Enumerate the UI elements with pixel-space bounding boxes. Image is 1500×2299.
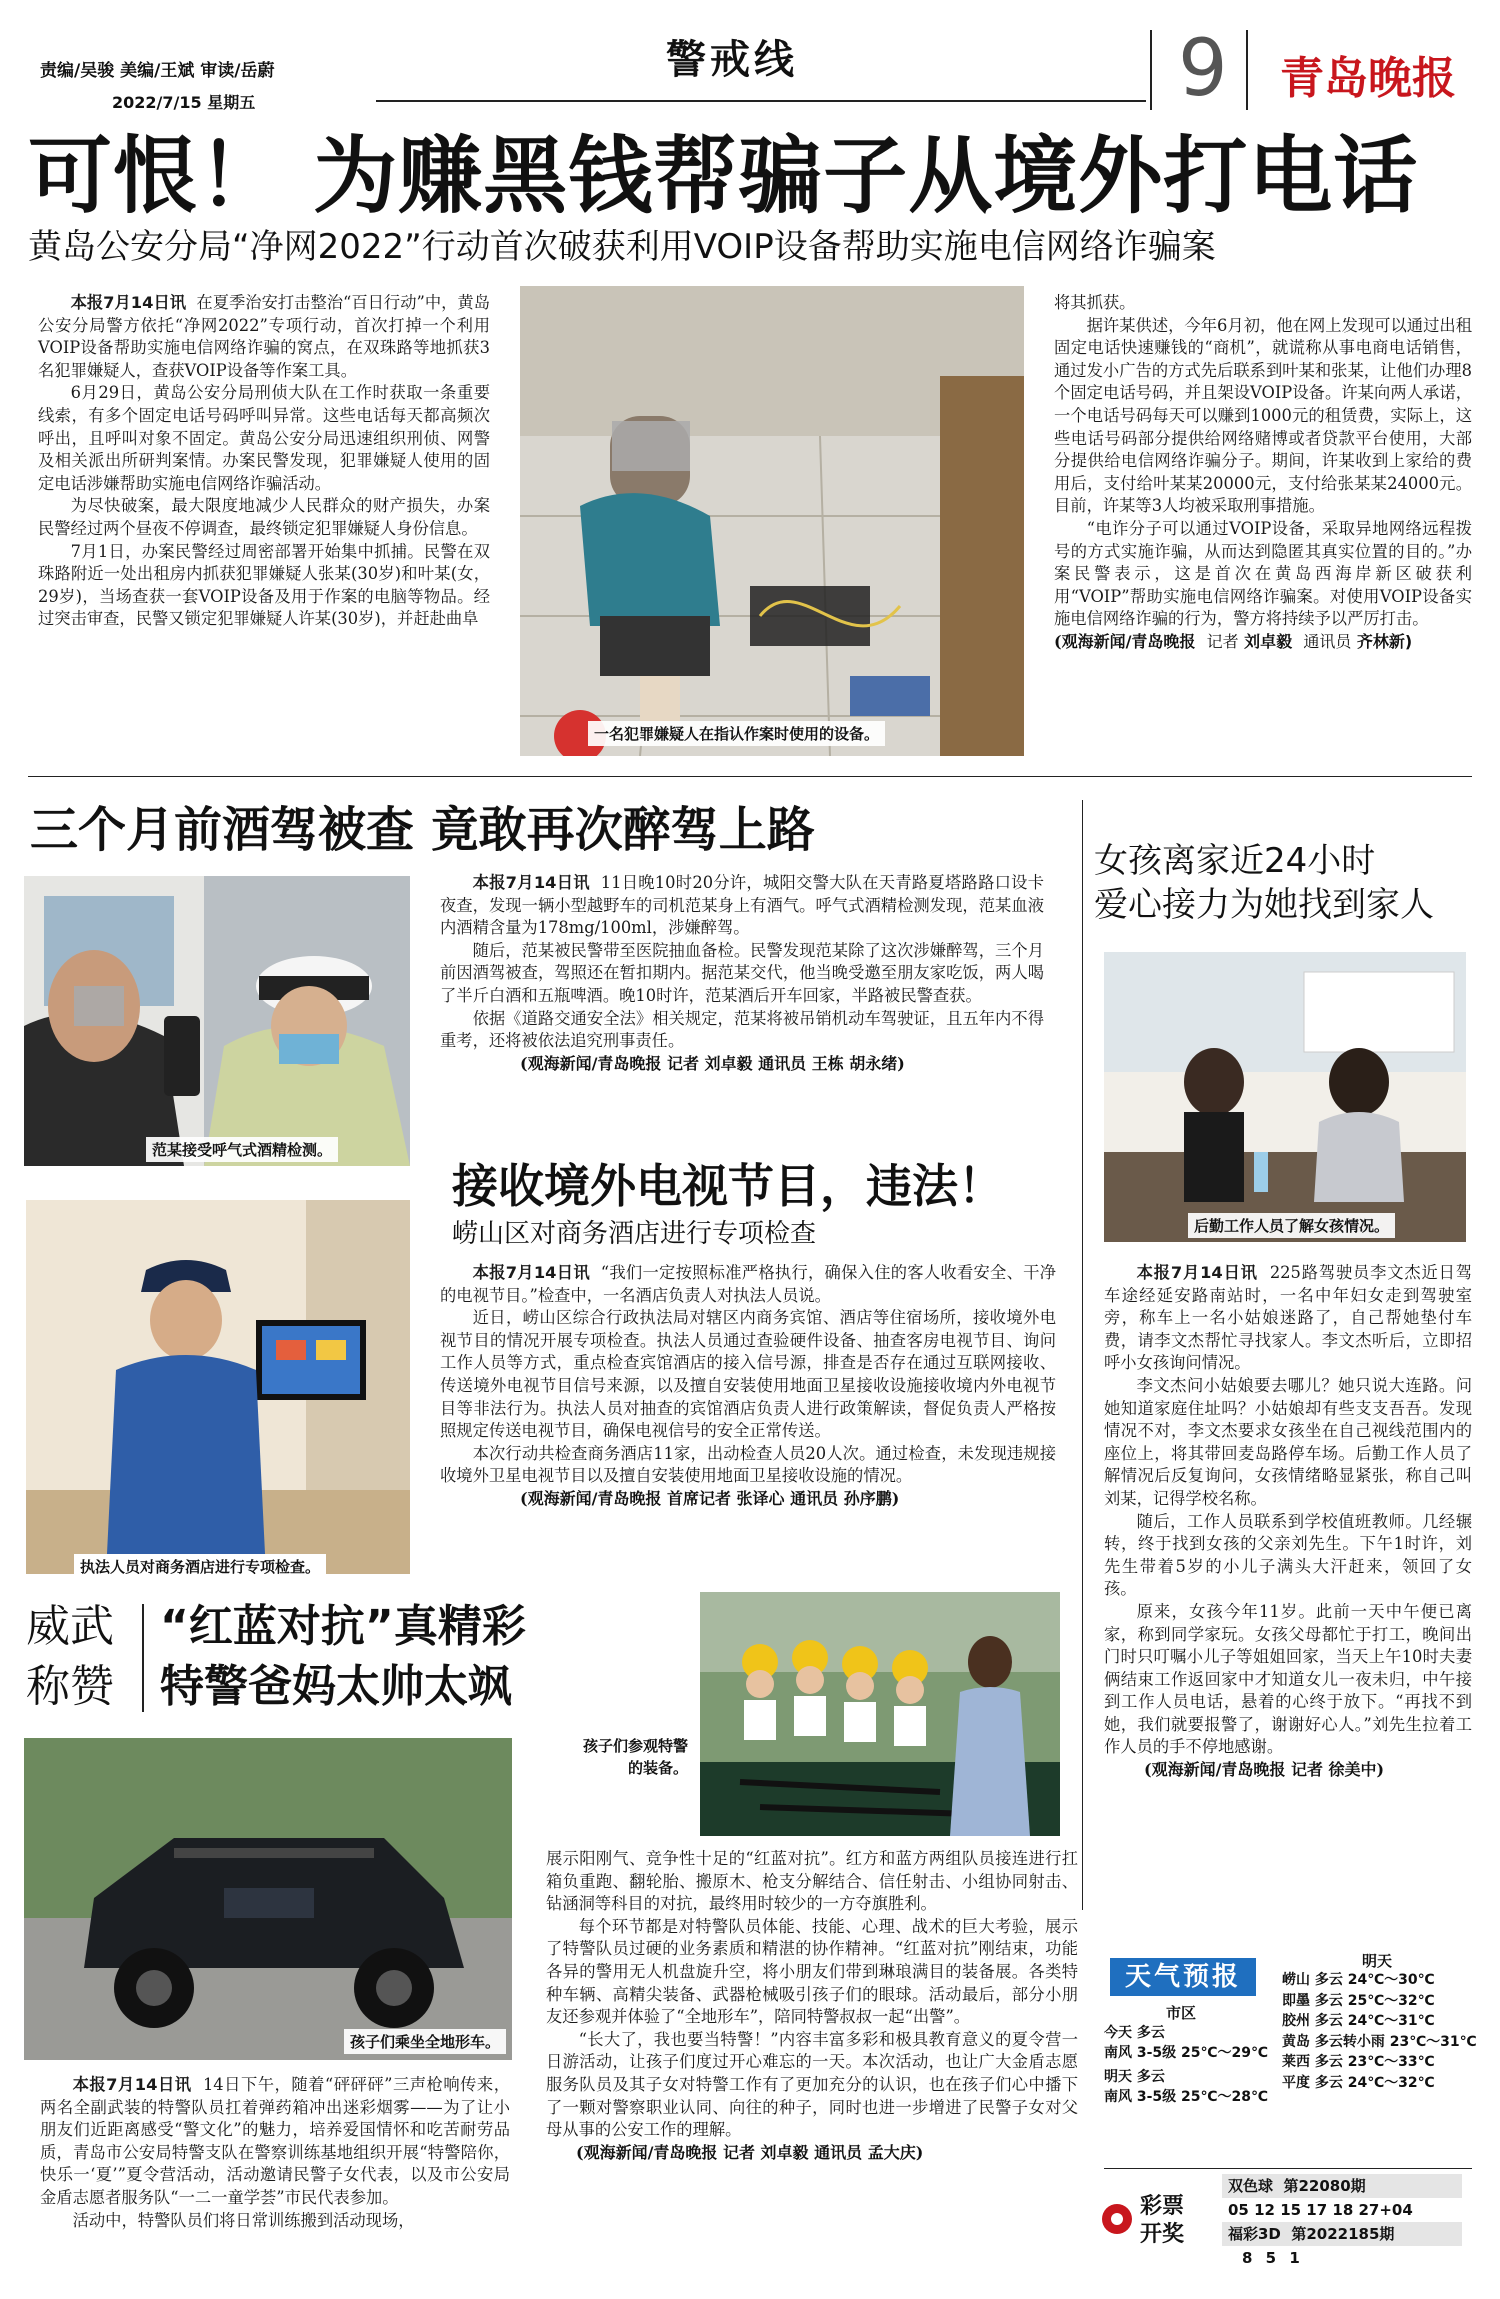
story1-byline-pre: (观海新闻/青岛晚报 bbox=[1054, 631, 1196, 651]
masthead bbox=[0, 0, 1500, 120]
story2-photo-caption: 范某接受呼气式酒精检测。 bbox=[146, 1137, 338, 1162]
editors-line: 责编/吴骏 美编/王斌 审读/岳蔚 bbox=[40, 61, 275, 81]
story2-photo bbox=[24, 876, 410, 1166]
story2-body bbox=[440, 872, 1044, 1075]
story2-para: 随后，范某被民警带至医院抽血备检。民警发现范某除了这次涉嫌醉驾，三个月前因酒驾被查，驾照还在暂扣期内。据范某交代，他当晚受邀至朋友家吃饭，两人喝了半斤白酒和五瓶啤酒。晚10时许，范某酒后开车回家，半路被民警查获。 bbox=[440, 940, 1044, 1005]
story4-headline-1: 女孩离家近24小时 bbox=[1094, 841, 1376, 881]
story4-byline: (观海新闻/青岛晚报 记者 徐美中) bbox=[1144, 1760, 1385, 1780]
weather-cell: 24℃～31℃ bbox=[1347, 2013, 1435, 2029]
weather-region-row bbox=[1282, 2052, 1472, 2073]
story1-byline-role2: 通讯员 bbox=[1303, 631, 1352, 651]
story5-headline-1: “红蓝对抗”真精彩 bbox=[160, 1601, 526, 1652]
masthead-divider-2 bbox=[1246, 30, 1248, 110]
weather-region-row bbox=[1282, 1970, 1472, 1991]
story5-headline-2: 特警爸妈太帅太飒 bbox=[160, 1661, 512, 1712]
story5-para: 展示阳刚气、竞争性十足的“红蓝对抗”。红方和蓝方两组队员接连进行扛箱负重跑、翻轮胎、搬原木、枪支分解结合、信任射击、小组协同射击、钻涵洞等科目的对抗，最终用时较少的一方夺旗胜利。 bbox=[546, 1849, 1078, 1914]
section-title: 警戒线 bbox=[666, 37, 798, 83]
children-equipment-photo-illustration bbox=[700, 1592, 1060, 1836]
story5-para bbox=[40, 2074, 510, 2210]
story4-photo-caption: 后勤工作人员了解女孩情况。 bbox=[1188, 1213, 1395, 1238]
section-rule-1 bbox=[28, 776, 1472, 777]
weather-city-row bbox=[1104, 2066, 1165, 2086]
story5-photo2-caption: 孩子们乘坐全地形车。 bbox=[344, 2029, 506, 2054]
story1-byline bbox=[1054, 631, 1472, 654]
weather-title: 天气预报 bbox=[1110, 1958, 1256, 1996]
weather-cell: 今天 bbox=[1104, 2025, 1132, 2041]
story1-para: 据许某供述，今年6月初，他在网上发现可以通过出租固定电话快速赚钱的“商机”，就谎称从事电商电话销售，通过发小广告的方式先后联系到叶某和张某，让他们办理8个固定电话号码，并且架设VOIP设备。许某向两人承诺，一个电话号码每天可以赚到1000元的租赁费，实际上，这些电话号码部分提供给网络赌博或者贷款平台使用，大部分提供给电信网络诈骗分子。期间，许某收到上家给的费用后，支付给叶某某20000元，支付给张某某24000元。目前，许某等3人均被采取刑事措施。 bbox=[1054, 315, 1472, 516]
lottery-row1-issue: 第22080期 bbox=[1283, 2177, 1366, 2195]
story3-photo bbox=[26, 1200, 410, 1574]
weather-cell: 多云转小雨 bbox=[1314, 2033, 1385, 2050]
story3-para: 近日，崂山区综合行政执法局对辖区内商务宾馆、酒店等住宿场所，接收境外电视节目的情况开展专项检查。执法人员通过查验硬件设备、抽查客房电视节目、询问工作人员等方式，重点检查宾馆酒店的接入信号源，排查是否存在通过互联网接收、传送境外电视节目信号来源，以及擅自安装使用地面卫星接收设施接收境内外电视节目等非法行为。执法人员对抽查的宾馆酒店负责人进行政策解读，督促负责人严格按照规定传送电视节目，确保电视信号的安全正常传送。 bbox=[440, 1308, 1056, 1441]
story1-col2 bbox=[1054, 292, 1472, 654]
lottery-icon bbox=[1102, 2204, 1132, 2234]
story1-subhead: 黄岛公安分局“净网2022”行动首次破获利用VOIP设备帮助实施电信网络诈骗案 bbox=[28, 227, 1216, 267]
story2-headline: 三个月前酒驾被查 竟敢再次醉驾上路 bbox=[30, 802, 815, 858]
story1-para-text: 在夏季治安打击整治“百日行动”中，黄岛公安分局警方依托“净网2022”专项行动，首次打掉一个利用VOIP设备帮助实施电信网络诈骗的窝点，在双珠路等地抓获3名犯罪嫌疑人，查获VOIP设备等作案工具。 bbox=[38, 293, 490, 380]
lottery-row1-name: 双色球 bbox=[1228, 2177, 1274, 2195]
story3-subhead: 崂山区对商务酒店进行专项检查 bbox=[452, 1219, 817, 1249]
suspect-photo-illustration bbox=[520, 286, 1024, 756]
weather-cell: 多云 bbox=[1314, 2013, 1343, 2029]
lottery-row2-head bbox=[1222, 2222, 1462, 2246]
story3-body bbox=[440, 1262, 1056, 1511]
story1-para: 6月29日，黄岛公安分局刑侦大队在工作时获取一条重要线索，有多个固定电话号码呼叫异常。这些电话每天都高频次呼出，且呼叫对象不固定。黄岛公安分局迅速组织刑侦、网警及相关派出所研判案情。办案民警发现，犯罪嫌疑人使用的固定电话涉嫌帮助实施电信网络诈骗活动。 bbox=[38, 383, 490, 493]
story5-kicker-1: 威武 bbox=[26, 1601, 114, 1652]
story4-lead: 本报7月14日讯 bbox=[1136, 1263, 1258, 1282]
story3-para bbox=[440, 1262, 1056, 1307]
weather-cell: 胶州 bbox=[1282, 2013, 1310, 2029]
weather-cell: 23℃～33℃ bbox=[1347, 2054, 1435, 2070]
weather-cell: 24℃～32℃ bbox=[1347, 2074, 1435, 2091]
masthead-divider bbox=[1150, 30, 1152, 110]
story5-photo1 bbox=[700, 1592, 1060, 1836]
story1-byline-name1: 刘卓毅 bbox=[1244, 631, 1293, 651]
story1-photo bbox=[520, 286, 1024, 756]
page-number: 9 bbox=[1178, 24, 1228, 114]
story5-para: 每个环节都是对特警队员体能、技能、心理、战术的巨大考验，展示了特警队员过硬的业务素质和精湛的协作精神。“红蓝对抗”刚结束，功能各异的警用无人机盘旋升空，将小朋友们带到琳琅满目的装备展。各类特种车辆、高精尖装备、武器枪械吸引孩子们的眼球。活动最后，部分小朋友还参观并体验了“全地形车”，陪同特警叔叔一起“出警”。 bbox=[546, 1916, 1078, 2027]
lottery-box bbox=[1100, 2174, 1472, 2284]
issue-date: 2022/7/15 星期五 bbox=[112, 93, 256, 112]
weather-cell: 23℃～31℃ bbox=[1389, 2033, 1477, 2050]
story5-para-text: 14日下午，随着“砰砰砰”三声枪响传来，两名全副武装的特警队员扛着弹药箱冲出迷彩烟雾——为了让小朋友们近距离感受“警文化”的魅力，培养爱国情怀和吃苦耐劳品质，青岛市公安局特警支队在警察训练基地组织开展“特警陪你，快乐一‘夏’”夏令营活动，活动邀请民警子女代表，以及市公安局金盾志愿者服务队“一二一童学荟”市民代表参加。 bbox=[40, 2075, 510, 2207]
story1-photo-caption: 一名犯罪嫌疑人在指认作案时使用的设备。 bbox=[588, 721, 885, 746]
story1-para: 将其抓获。 bbox=[1054, 293, 1136, 312]
weather-region-row bbox=[1282, 1991, 1472, 2012]
weather-cell: 崂山 bbox=[1282, 1972, 1310, 1988]
story3-photo-caption: 执法人员对商务酒店进行专项检查。 bbox=[74, 1554, 326, 1579]
lottery-row2-numbers: 8 5 1 bbox=[1242, 2249, 1304, 2267]
weather-region-row bbox=[1282, 2073, 1472, 2094]
story1-col1 bbox=[38, 292, 490, 631]
story2-para-text: 11日晚10时20分许，城阳交警大队在天青路夏塔路路口设卡夜查，发现一辆小型越野车的司机范某身上有酒气。呼气式酒精检测发现，范某血液内酒精含量为178mg/100ml，涉嫌醉驾。 bbox=[440, 873, 1044, 938]
weather-region-row bbox=[1282, 2032, 1477, 2053]
story2-lead: 本报7月14日讯 bbox=[472, 873, 590, 892]
story5-photo1-caption: 孩子们参观特警的装备。 bbox=[582, 1737, 688, 1777]
lottery-table bbox=[1222, 2174, 1462, 2270]
story1-lead: 本报7月14日讯 bbox=[70, 293, 187, 312]
weather-city-row bbox=[1104, 2022, 1165, 2042]
weather-box bbox=[1104, 1950, 1477, 2110]
lottery-row2-name: 福彩3D bbox=[1228, 2225, 1281, 2243]
masthead-rule bbox=[376, 100, 1146, 102]
weather-cell: 3-5级 bbox=[1136, 2045, 1177, 2061]
weather-city-label: 市区 bbox=[1166, 2004, 1197, 2022]
lottery-row1-head bbox=[1222, 2174, 1462, 2198]
story5-col2 bbox=[546, 1848, 1078, 2164]
story2-byline: (观海新闻/青岛晚报 记者 刘卓毅 通讯员 王栋 胡永绪) bbox=[520, 1053, 905, 1073]
story5-photo2 bbox=[24, 1738, 512, 2060]
story1-para: 为尽快破案，最大限度地减少人民群众的财产损失，办案民警经过两个昼夜不停调查，最终锁定犯罪嫌疑人身份信息。 bbox=[38, 496, 490, 538]
story4-para: 李文杰问小姑娘要去哪儿？她只说大连路。问她知道家庭住址吗？小姑娘却有些支支吾吾。发现情况不对，李文杰要求女孩坐在自己视线范围内的座位上，将其带回麦岛路停车场。后勤工作人员了解情况后反复询问，女孩情绪略显紧张，称自己叫刘某，记得学校名称。 bbox=[1104, 1375, 1472, 1508]
story3-para: 本次行动共检查商务酒店11家，出动检查人员20人次。通过检查，未发现违规接收境外卫星电视节目以及擅自安装使用地面卫星接收设施的情况。 bbox=[440, 1443, 1056, 1486]
story4-para bbox=[1104, 1262, 1472, 1375]
lottery-rule bbox=[1104, 2168, 1472, 2169]
weather-cell: 多云 bbox=[1314, 1992, 1343, 2009]
weather-cell: 多云 bbox=[1314, 1972, 1343, 1988]
lottery-icon-dot bbox=[1111, 2213, 1123, 2225]
weather-cell: 莱西 bbox=[1282, 2054, 1310, 2070]
story1-para bbox=[38, 292, 490, 382]
story4-headline-2: 爱心接力为她找到家人 bbox=[1094, 885, 1434, 925]
weather-cell: 黄岛 bbox=[1282, 2033, 1310, 2050]
story5-para: 活动中，特警队员们将日常训练搬到活动现场， bbox=[72, 2210, 415, 2230]
weather-cell: 24℃～30℃ bbox=[1347, 1972, 1435, 1988]
weather-cell: 南风 bbox=[1104, 2089, 1132, 2105]
story2-para bbox=[440, 872, 1044, 940]
story1-byline-role1: 记者 bbox=[1206, 631, 1239, 651]
story4-photo bbox=[1104, 952, 1466, 1242]
kicker-divider bbox=[142, 1604, 144, 1712]
story1-byline-name2: 齐林新) bbox=[1356, 631, 1413, 651]
weather-cell: 3-5级 bbox=[1136, 2089, 1177, 2105]
story1-headline: 可恨！ 为赚黑钱帮骗子从境外打电话 bbox=[28, 127, 1419, 225]
lottery-row1-numbers: 05 12 15 17 18 27+04 bbox=[1228, 2201, 1413, 2219]
weather-cell: 即墨 bbox=[1282, 1992, 1310, 2009]
lottery-label-2: 开奖 bbox=[1140, 2222, 1185, 2247]
weather-cell: 多云 bbox=[1136, 2025, 1165, 2041]
story4-para-text: 225路驾驶员李文杰近日驾车途经延安路南站时，一名中年妇女走到驾驶室旁，称车上一名小姑娘迷路了，自己帮她垫付车费，请李文杰帮忙寻找家人。李文杰听后，立即招呼小女孩询问情况。 bbox=[1104, 1263, 1472, 1373]
weather-cell: 25℃～32℃ bbox=[1347, 1992, 1435, 2009]
weather-cell: 明天 bbox=[1104, 2069, 1132, 2085]
column-divider bbox=[1082, 800, 1083, 1910]
weather-cell: 25℃～29℃ bbox=[1181, 2045, 1268, 2061]
weather-region-list bbox=[1282, 1970, 1477, 2093]
story3-headline: 接收境外电视节目，违法！ bbox=[452, 1159, 1004, 1213]
hotel-inspection-photo-illustration bbox=[26, 1200, 410, 1574]
story5-col1 bbox=[40, 2074, 510, 2232]
story4-para: 原来，女孩今年11岁。此前一天中午便已离家，称到同学家玩。女孩父母都忙于打工，晚间出门时只叮嘱小儿子等姐姐回家，当天上午10时夫妻俩结束工作返回家中才知道女儿一夜未归，中午接到工作人员电话，悬着的心终于放下。“再找不到她，我们就要报警了，谢谢好心人。”刘先生拉着工作人员的手不停地感谢。 bbox=[1104, 1601, 1472, 1757]
lottery-label-1: 彩票 bbox=[1140, 2194, 1185, 2219]
weather-cell: 多云 bbox=[1314, 2074, 1343, 2091]
story4-para: 随后，工作人员联系到学校值班教师。几经辗转，终于找到女孩的父亲刘先生。下午1时许，刘先生带着5岁的小儿子满头大汗赶来，领回了女孩。 bbox=[1104, 1511, 1472, 1599]
weather-region-row bbox=[1282, 2011, 1472, 2032]
paper-logo: 青岛晚报 bbox=[1280, 53, 1456, 104]
weather-cell: 平度 bbox=[1282, 2074, 1310, 2091]
weather-city-row bbox=[1104, 2042, 1268, 2062]
story3-byline: (观海新闻/青岛晚报 首席记者 张译心 通讯员 孙序鹏) bbox=[520, 1488, 900, 1508]
weather-tomorrow-label: 明天 bbox=[1362, 1952, 1393, 1970]
weather-city-row bbox=[1104, 2086, 1268, 2106]
story5-byline: (观海新闻/青岛晚报 记者 刘卓毅 通讯员 孟大庆) bbox=[576, 2142, 924, 2162]
weather-cell: 多云 bbox=[1136, 2069, 1165, 2085]
story1-para: “电诈分子可以通过VOIP设备，采取异地网络远程拨号的方式实施诈骗，从而达到隐匿其真实位置的目的。”办案民警表示，这是首次在黄岛西海岸新区破获利用“VOIP”帮助实施电信网络诈骗案。对使用VOIP设备实施电信网络诈骗的行为，警方将持续予以严厉打击。 bbox=[1054, 518, 1472, 629]
weather-cell: 多云 bbox=[1314, 2054, 1343, 2070]
story5-lead: 本报7月14日讯 bbox=[72, 2075, 192, 2094]
story5-para: “长大了，我也要当特警！”内容丰富多彩和极具教育意义的夏令营一日游活动，让孩子们度过开心难忘的一天。本次活动，也让广大金盾志愿服务队员及其子女对特警工作有了更加充分的认识，也在孩子们心中播下了一颗对警察职业认同、向往的种子，同时也进一步增进了民警子女对父母从事的公安工作的理解。 bbox=[546, 2029, 1078, 2140]
story5-kicker-2: 称赞 bbox=[26, 1661, 114, 1712]
story2-para: 依据《道路交通安全法》相关规定，范某将被吊销机动车驾驶证，且五年内不得重考，还将被依法追究刑事责任。 bbox=[440, 1008, 1044, 1051]
lottery-row2-issue: 第2022185期 bbox=[1291, 2225, 1395, 2243]
story3-para-text: “我们一定按照标准严格执行，确保入住的客人收看安全、干净的电视节目。”检查中，一名酒店负责人对执法人员说。 bbox=[440, 1263, 1056, 1305]
story4-body bbox=[1104, 1262, 1472, 1782]
breathalyzer-photo-illustration bbox=[24, 876, 410, 1166]
weather-cell: 25℃～28℃ bbox=[1181, 2089, 1268, 2105]
atv-photo-illustration bbox=[24, 1738, 512, 2060]
story3-lead: 本报7月14日讯 bbox=[472, 1263, 590, 1282]
weather-cell: 南风 bbox=[1104, 2045, 1132, 2061]
story1-para: 7月1日，办案民警经过周密部署开始集中抓捕。民警在双珠路附近一处出租房内抓获犯罪嫌疑人张某(30岁)和叶某(女，29岁)，当场查获一套VOIP设备及用于作案的电脑等物品。经过突击审查，民警又锁定犯罪嫌疑人许某(30岁)，并赶赴曲阜 bbox=[38, 541, 490, 629]
girl-found-photo-illustration bbox=[1104, 952, 1466, 1242]
